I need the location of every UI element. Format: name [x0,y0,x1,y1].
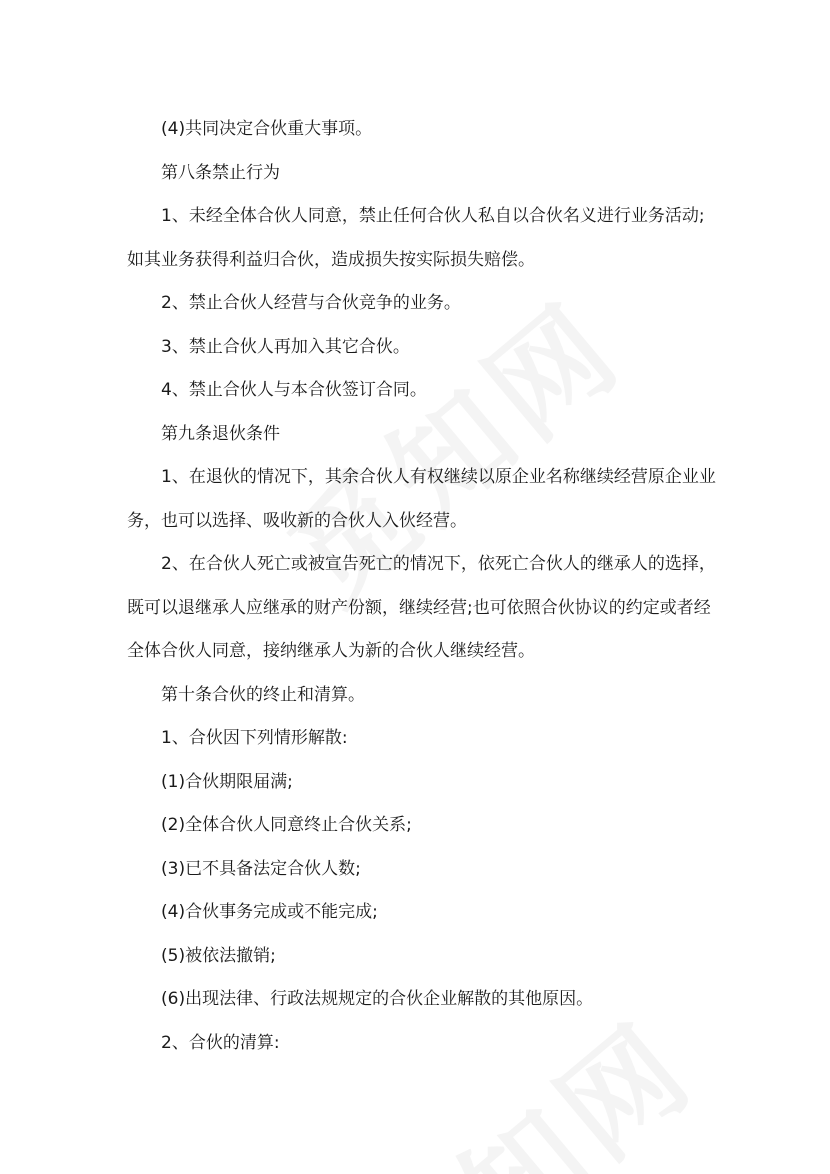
section-heading: 第九条退伙条件 [161,423,280,444]
list-item: (5)被依法撤销; [161,945,276,966]
document-body [127,108,727,1065]
list-item: (3)已不具备法定合伙人数; [161,858,361,879]
list-item: (6)出现法律、行政法规规定的合伙企业解散的其他原因。 [161,989,594,1009]
paragraph-line: 1、在退伙的情况下，其余合伙人有权继续以原企业名称继续经营原企业业 [161,467,716,487]
section-heading: 第八条禁止行为 [161,162,280,183]
paragraph: 3、禁止合伙人再加入其它合伙。 [161,336,410,357]
paragraph: 2、合伙的清算: [161,1032,280,1053]
list-item: (2)全体合伙人同意终止合伙关系; [161,815,412,835]
paragraph [127,456,727,543]
paragraph [127,195,727,282]
paragraph-line: 全体合伙人同意，接纳继承人为新的合伙人继续经营。 [127,641,535,661]
list-item: (1)合伙期限届满; [161,771,293,792]
paragraph-line: 2、在合伙人死亡或被宣告死亡的情况下，依死亡合伙人的继承人的选择， [161,554,716,574]
paragraph-line: 务，也可以选择、吸收新的合伙人入伙经营。 [127,510,467,531]
paragraph-line: 如其业务获得利益归合伙，造成损失按实际损失赔偿。 [127,249,535,270]
paragraph: 1、合伙因下列情形解散: [161,728,348,748]
section-heading: 第十条合伙的终止和清算。 [161,684,365,705]
paragraph: 2、禁止合伙人经营与合伙竞争的业务。 [161,293,461,313]
paragraph-line: 既可以退继承人应继承的财产份额，继续经营;也可依照合伙协议的约定或者经 [127,597,711,618]
paragraph [127,543,727,674]
paragraph: (4)共同决定合伙重大事项。 [161,119,373,139]
paragraph-line: 1、未经全体合伙人同意，禁止任何合伙人私自以合伙名义进行业务活动; [161,206,705,226]
paragraph: 4、禁止合伙人与本合伙签订合同。 [161,380,427,400]
list-item: (4)合伙事务完成或不能完成; [161,902,378,922]
